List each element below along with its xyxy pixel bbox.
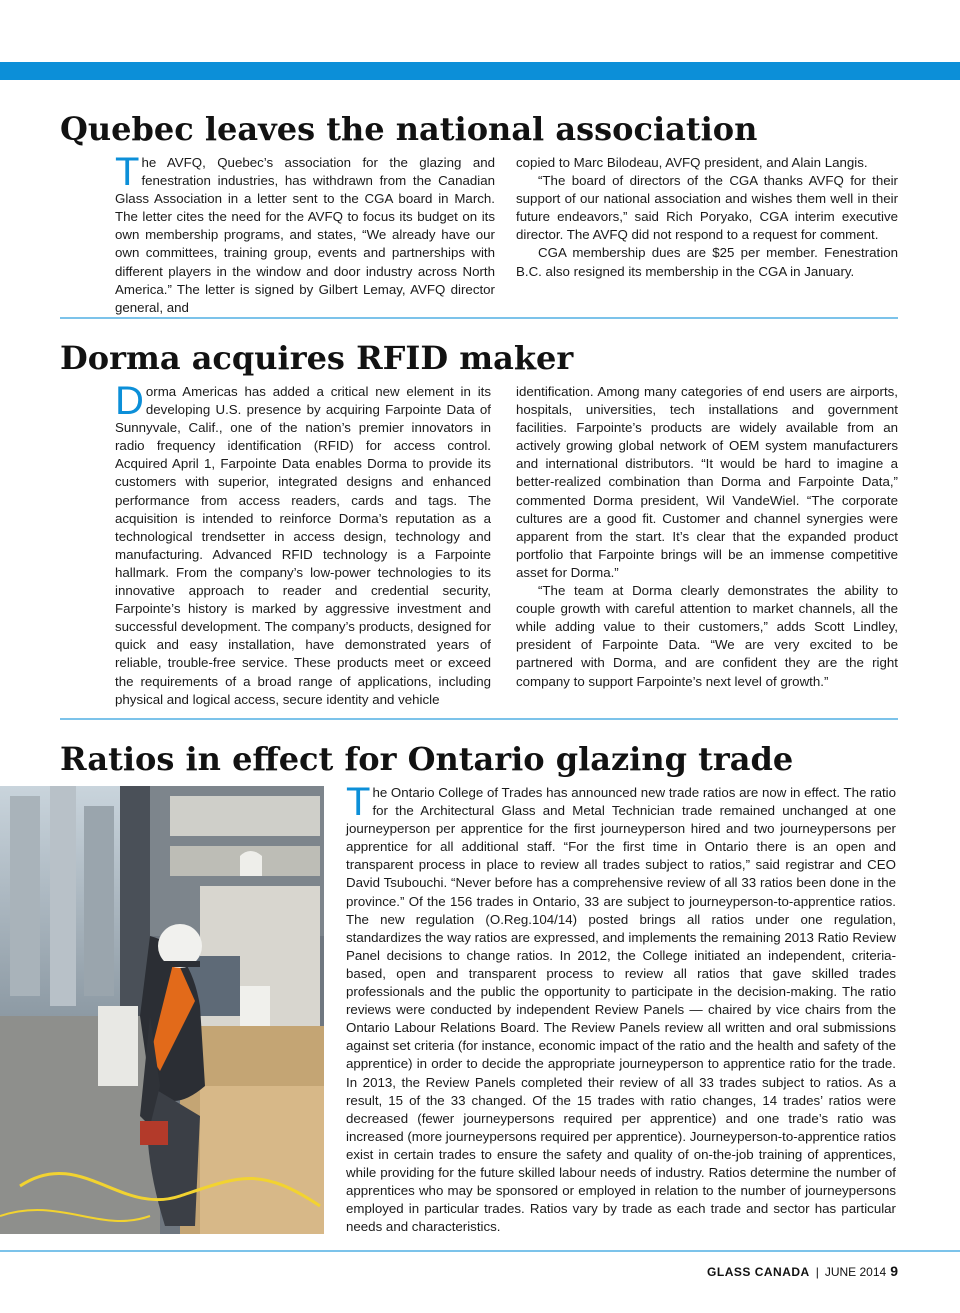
issue-date: JUNE 2014 [824, 1265, 887, 1279]
headline-quebec: Quebec leaves the national association [60, 110, 758, 148]
dorma-right-column [516, 383, 898, 691]
dropcap: D [115, 379, 144, 423]
magazine-name: GLASS CANADA [707, 1265, 810, 1279]
dorma-paragraph: identification. Among many categories of end users are airports, hospitals, universities, tech installations and government facilities. Farpointe’s products are widely available from an actively growing global network of OEM system manufacturers and international distributors. “It would be hard to imagine a better-realized combination than Dorma and Farpointe Data,” commented Dorma president, Wil VandeWiel. “The corporate cultures are a good fit. Customer and channel synergies were apparent from the start. It’s clear that the expanded product portfolio that Farpointe brings will be an immense competitive asset for Dorma.” [516, 384, 898, 580]
dorma-left-column [115, 379, 491, 709]
headline-ontario: Ratios in effect for Ontario glazing trade [60, 740, 794, 778]
dorma-paragraph: “The team at Dorma clearly demonstrates the ability to couple growth with careful attention to market channels, all the while adding value to their customers,” adds Scott Lindley, president of Farpointe Data. “We are very excited to be partnered with Dorma, and are confident they are the right company to support Farpointe’s next level of growth.” [516, 583, 898, 689]
page-number: 9 [890, 1263, 898, 1279]
quebec-left-column [115, 150, 495, 317]
page-footer [707, 1263, 898, 1279]
ontario-column [346, 780, 897, 1236]
quebec-paragraph: copied to Marc Bilodeau, AVFQ president, and Alain Langis. [516, 155, 868, 170]
glazier-worker-photo [0, 786, 324, 1234]
quebec-paragraph: “The board of directors of the CGA thanks AVFQ for their support of our national association and wishes them well in their future endeavors,” said Rich Poryako, CGA interim executive director. The AVFQ did not respond to a request for comment. [516, 173, 898, 243]
dropcap: T [346, 780, 371, 824]
dropcap: T [115, 150, 140, 194]
quebec-right-column [516, 154, 898, 281]
quebec-paragraph: he AVFQ, Quebec’s association for the glazing and fenestration industries, has withdrawn from the Canadian Glass Association in a letter sent to the CGA board in March. The letter cites the need for the AVFQ to focus its budget on its own membership programs, and states, “We already have our own committees, training group, events and partnerships with different players in the window and door industry across North America.” The letter is signed by Gilbert Lemay, AVFQ director general, and [115, 155, 495, 315]
section-divider [60, 317, 898, 319]
quebec-paragraph: CGA membership dues are $25 per member. Fenestration B.C. also resigned its membership in the CGA in January. [516, 245, 898, 279]
section-divider [60, 718, 898, 720]
ontario-paragraph: he Ontario College of Trades has announced new trade ratios are now in effect. The ratio for the Architectural Glass and Metal Technician trade remained unchanged at one journeyperson per apprentice for the first journeyperson hired and two journeypersons per apprentice for all additional staff. “For the first time in Ontario there is an open and transparent process in place to review all trades subject to ratios,” said registrar and CEO David Tsubouchi. “Never before has a comprehensive review of all 33 ratios been done in the province.” Of the 156 trades in Ontario, 33 are subject to journeyperson-to-apprentice ratios. The new regulation (O.Reg.104/14) posted brings all ratios under one regulation, standardizes the way ratios are expressed, and implements the remaining 2013 Ratio Review Panel decisions to change ratios. In 2012, the College initiated an independent, criteria-based, open and transparent process to review all ratios that gave skilled trades professionals and the public the opportunity to participate in the decision-making. The ratio reviews were conducted by independent Review Panels — chaired by vice chairs from the Ontario Labour Relations Board. The Review Panels review all written and oral submissions against set criteria (for instance, economic impact of the ratio and the health and safety of the apprentice) in order to decide the appropriate journeyperson to apprentice ratio for the trade. In 2013, the Review Panels completed their review of all 33 trades subject to ratios. As a result, 15 of the 33 changed. Of the 15 trades with ratio changes, 14 trades’ ratios were decreased (fewer journeypersons required per apprentice) and one trade’s ratio was increased (more journeypersons required per apprentice). Journeyperson-to-apprentice ratios exist in certain trades to ensure the safety and quality of on-the-job training of apprentices, while providing for the future skilled labour needs of industry. Ratios determine the number of apprentices who may be sponsored or employed in relation to the number of journeypersons employed in particular trades. Ratios vary by trade as each trade and sector has particular needs and characteristics. [346, 785, 897, 1235]
footer-separator: | [815, 1265, 819, 1279]
headline-dorma: Dorma acquires RFID maker [60, 339, 574, 377]
footer-divider [0, 1250, 960, 1252]
top-accent-bar [0, 62, 960, 80]
dorma-paragraph: orma Americas has added a critical new element in its developing U.S. presence by acquiring Farpointe Data of Sunnyvale, Calif., one of the nation’s premier innovators in radio frequency identification (RFID) for access control. Acquired April 1, Farpointe Data enables Dorma to provide its customers with superior, integrated designs and enhanced performance from access readers, cards and tags. The acquisition is intended to reinforce Dorma’s reputation as a technological trendsetter in access design, technology and manufacturing. Advanced RFID technology is a Farpointe hallmark. From the company’s low-power technologies to its innovative approach to reader and credential security, Farpointe’s history is marked by aggressive investment and successful development. The company’s products, designed for quick and easy installation, have demonstrated years of reliable, trouble-free service. These products meet or exceed the requirements of a broad range of applications, including physical and logical access, secure identity and vehicle [115, 384, 491, 707]
